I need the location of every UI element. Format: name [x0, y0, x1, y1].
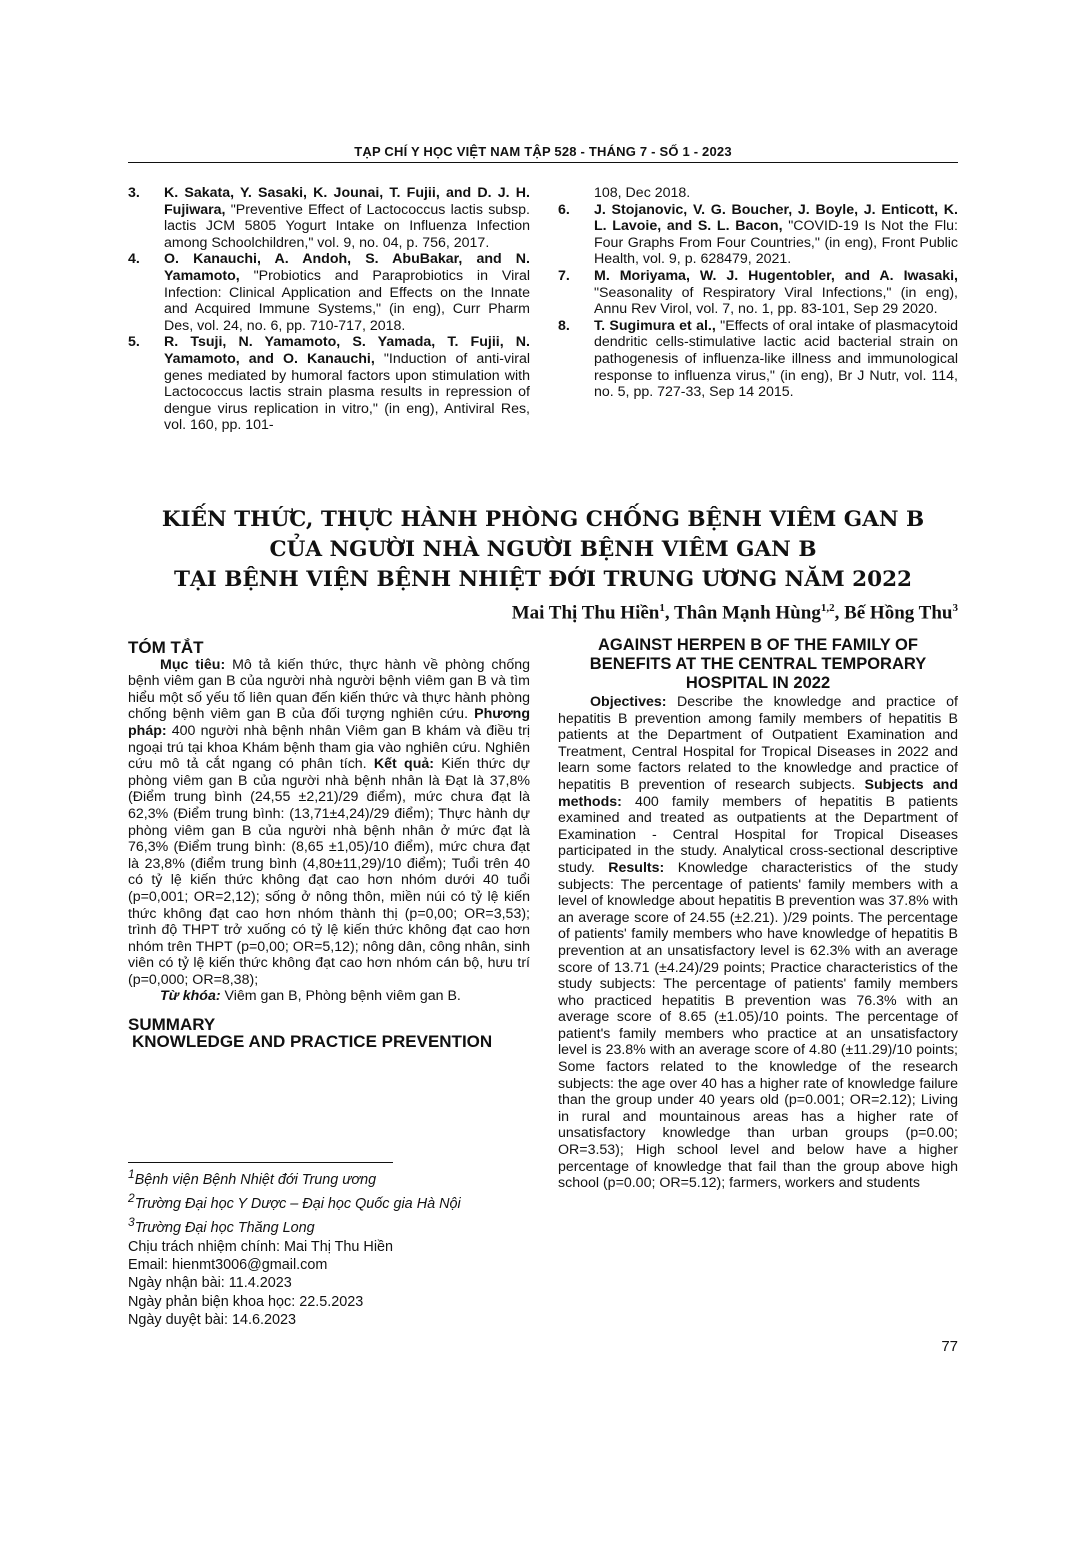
article-title: [128, 505, 958, 595]
reference-authors: O. Kanauchi, A. Andoh, S. AbuBakar, and N. Yamamoto,: [164, 251, 530, 284]
reference-6: [558, 202, 958, 268]
reference-number: 5.: [128, 334, 140, 351]
affiliation-1: $^1$Bệnh viện Bệnh Nhiệt đới Trung ương: [128, 1167, 377, 1188]
reference-text: "COVID-19 Is Not the Flu: Four Graphs From Four Countries," (in eng), Front Public Health, vol. 9, p. 628479, 2021.: [594, 218, 958, 268]
header-rule: [128, 162, 958, 163]
title-line: KIẾN THỨC, THỰC HÀNH PHÒNG CHỐNG BỆNH VIÊM GAN B: [161, 507, 925, 532]
footnotes: [128, 1162, 530, 1330]
references-left: [128, 185, 530, 434]
author-list: Mai Thị Thu Hiền$^1$, Thân Mạnh Hùng$^{1,2}$, Bế Hồng Thu$^3$: [511, 602, 958, 624]
summary-heading: SUMMARY: [128, 1015, 216, 1035]
author-name: Bế Hồng Thu: [844, 602, 953, 624]
keywords: Từ khóa: Viêm gan B, Phòng bệnh viêm gan B.: [160, 988, 461, 1005]
abstract-body: Mục tiêu: Mô tả kiến thức, thực hành về phòng chống bệnh viêm gan B của người nhà người bệnh viêm gan B và tìm hiểu một số yếu tố liên quan đến kiến thức và thực hành phòng chống bệnh viêm gan B của đối tượng nghiên cứu. Phương pháp: 400 người nhà bệnh nhân Viêm gan B khám và điều trị ngoại trú tại khoa Khám bệnh tham gia vào nghiên cứu. Nghiên cứu mô tả cắt ngang có phân tích. Kết quả: Kiến thức dự phòng viêm gan B của người nhà bệnh nhân là Đạt là 37,8% (Điểm trung bình (24,55 ±2,21)/29 điểm), mức chưa đạt là 62,3% (Điểm trung bình: (13,71±4,24)/29 điểm); Thực hành dự phòng viêm gan B của người nhà bệnh nhân ở mức đạt là 76,3% (Điểm trung bình: (8,65 ±1,05)/10 điểm), mức chưa đạt là 23,8% (điểm trung bình (4,80±11,29)/10 điểm); Tuổi trên 40 có tỷ lệ kiến thức không đạt cao hơn nhóm dưới 40 tuổi (p=0,001; OR=2,12); sống ở nông thôn, miền núi có tỷ lệ kiến thức không đạt cao hơn nhóm thành thị (p=0,00; OR=3,53); trình độ THPT trở xuống có tỷ lệ kiến thức không đạt cao hơn nhóm trên THPT (p=0,00; OR=5,12); nông dân, công nhân, sinh viên có tỷ lệ kiến thức không đạt cao hơn nhóm cán bộ, hưu trí (p=0,000; OR=8,38);: [128, 656, 530, 988]
corresponding-author: Chịu trách nhiệm chính: Mai Thị Thu Hiền: [128, 1238, 394, 1255]
reference-authors: J. Stojanovic, V. G. Boucher, J. Boyle, J. Enticott, K. L. Lavoie, and S. L. Bacon,: [594, 201, 958, 235]
summary-body: Objectives: Describe the knowledge and practice of hepatitis B prevention among family members of hepatitis B patients at the Department of Outpatient Examination and Treatment, Central Hospital for Tropical Diseases in 2022 and learn some factors related to the knowledge and practice of hepatitis B prevention of research subjects. Subjects and methods: 400 family members of hepatitis B patients examined and treated as outpatients at the Department of Examination - Central Hospital for Tropical Diseases participated in the study. Analytical cross-sectional descriptive study. Results: Knowledge characteristics of the study subjects: The percentage of patients' family members with a level of knowledge about hepatitis B prevention was 37.8% with an average score of 24.55 (±2.21). )/29 points. The percentage of patients' family members who have knowledge of hepatitis B prevention at an unsatisfactory level is 62.3% with an average score of 13.71 (±4.24)/29 points; Practice characteristics of the study subjects: The percentage of patients' family members who practiced hepatitis B prevention was 76.3% with an average score of 8.65 (±1.05)/10 points. The percentage of patient's family members who practice at an unsatisfactory level is 23.8% with an average score of 4.80 (±11.29)/10 points; Some factors related to the knowledge of the research subjects: the age over 40 has a higher rate of knowledge failure than the group under 40 years old (p=0.001; OR=2.12); Living in rural and mountainous areas has a higher rate of unsatisfactory knowledge than urban groups (p=0.00; OR=3.53); High school level and below have a higher percentage of knowledge that fail than the group above high school (p=0.00; OR=5.12); farmers, workers and students: [558, 694, 958, 1192]
reference-number: 4.: [128, 251, 140, 268]
reference-authors: T. Sugimura et al.,: [594, 317, 716, 334]
author-name: Thân Mạnh Hùng: [674, 602, 821, 624]
reference-3: [128, 185, 530, 251]
reference-text: "Probiotics and Paraprobiotics in Viral Infection: Clinical Application and Effects on the Innate and Acquired Immune Systems," (in eng), Curr Pharm Des, vol. 24, no. 6, pp. 710-717, 2018.: [164, 267, 530, 334]
journal-header: TẠP CHÍ Y HỌC VIỆT NAM TẬP 528 - THÁNG 7 - SỐ 1 - 2023: [354, 144, 732, 159]
author-affiliation: 3: [952, 602, 958, 614]
page-number: 77: [941, 1338, 958, 1355]
date-reviewed: Ngày phản biện khoa học: 22.5.2023: [128, 1293, 364, 1310]
references-right: [558, 185, 958, 401]
title-line: CỦA NGƯỜI NHÀ NGƯỜI BỆNH VIÊM GAN B: [269, 537, 817, 562]
reference-number: 8.: [558, 317, 570, 334]
author-affiliation: 1: [659, 602, 665, 614]
summary-title-part1: KNOWLEDGE AND PRACTICE PREVENTION: [132, 1031, 493, 1051]
reference-text: "Induction of anti-viral genes mediated by humoral factors upon stimulation with Lactococcus lactis strain plasma results in repression of dengue virus replication in vitro," (in eng), Antiviral Res, vol. 160, pp. 101-: [164, 350, 530, 434]
date-approved: Ngày duyệt bài: 14.6.2023: [128, 1312, 297, 1329]
reference-text: "Preventive Effect of Lactococcus lactis subsp. lactis JCM 5805 Yogurt Intake on Influenza Infection among Schoolchildren," vol. 9, no. 04, p. 756, 2017.: [164, 201, 530, 251]
reference-text: "Seasonality of Respiratory Viral Infections," (in eng), Annu Rev Virol, vol. 7, no. 1, pp. 83-101, Sep 29 2020.: [594, 284, 958, 318]
date-received: Ngày nhận bài: 11.4.2023: [128, 1275, 292, 1292]
reference-5-continued: [558, 185, 958, 202]
reference-number: 7.: [558, 267, 570, 284]
reference-authors: K. Sakata, Y. Sasaki, K. Jounai, T. Fujii, and D. J. H. Fujiwara,: [164, 185, 530, 218]
email: Email: hienmt3006@gmail.com: [128, 1257, 328, 1274]
author-affiliation: 1,2: [820, 602, 835, 614]
reference-7: [558, 268, 958, 318]
footnote-rule: [128, 1162, 393, 1163]
title-line: TẠI BỆNH VIỆN BỆNH NHIỆT ĐỚI TRUNG ƯƠNG NĂM 2022: [173, 567, 912, 592]
summary-title-part2: AGAINST HERPEN B OF THE FAMILY OF BENEFITS AT THE CENTRAL TEMPORARY HOSPITAL IN 2022: [589, 636, 927, 692]
author-name: Mai Thị Thu Hiền: [511, 602, 660, 624]
reference-8: [558, 318, 958, 401]
summary-en: [558, 636, 958, 1192]
reference-4: [128, 251, 530, 334]
reference-number: 6.: [558, 201, 570, 218]
reference-number: 3.: [128, 185, 140, 201]
affiliation-2: $^2$Trường Đại học Y Dược – Đại học Quốc gia Hà Nội: [128, 1191, 461, 1212]
affiliation-3: $^3$Trường Đại học Thăng Long: [128, 1215, 315, 1237]
reference-authors: M. Moriyama, W. J. Hugentobler, and A. Iwasaki,: [594, 267, 958, 284]
abstract-heading: TÓM TẮT: [128, 638, 204, 657]
reference-5: [128, 334, 530, 434]
reference-text: "Effects of oral intake of plasmacytoid dendritic cells-stimulative lactic acid bacterial strain on pathogenesis of influenza-like illness and immunological response to influenza virus," (in eng), Br J Nutr, vol. 114, no. 5, pp. 727-33, Sep 14 2015.: [594, 317, 958, 401]
reference-text: 108, Dec 2018.: [594, 185, 691, 201]
abstract-vi: [128, 640, 530, 1050]
reference-authors: R. Tsuji, N. Yamamoto, S. Yamada, T. Fujii, N. Yamamoto, and O. Kanauchi,: [164, 334, 530, 367]
